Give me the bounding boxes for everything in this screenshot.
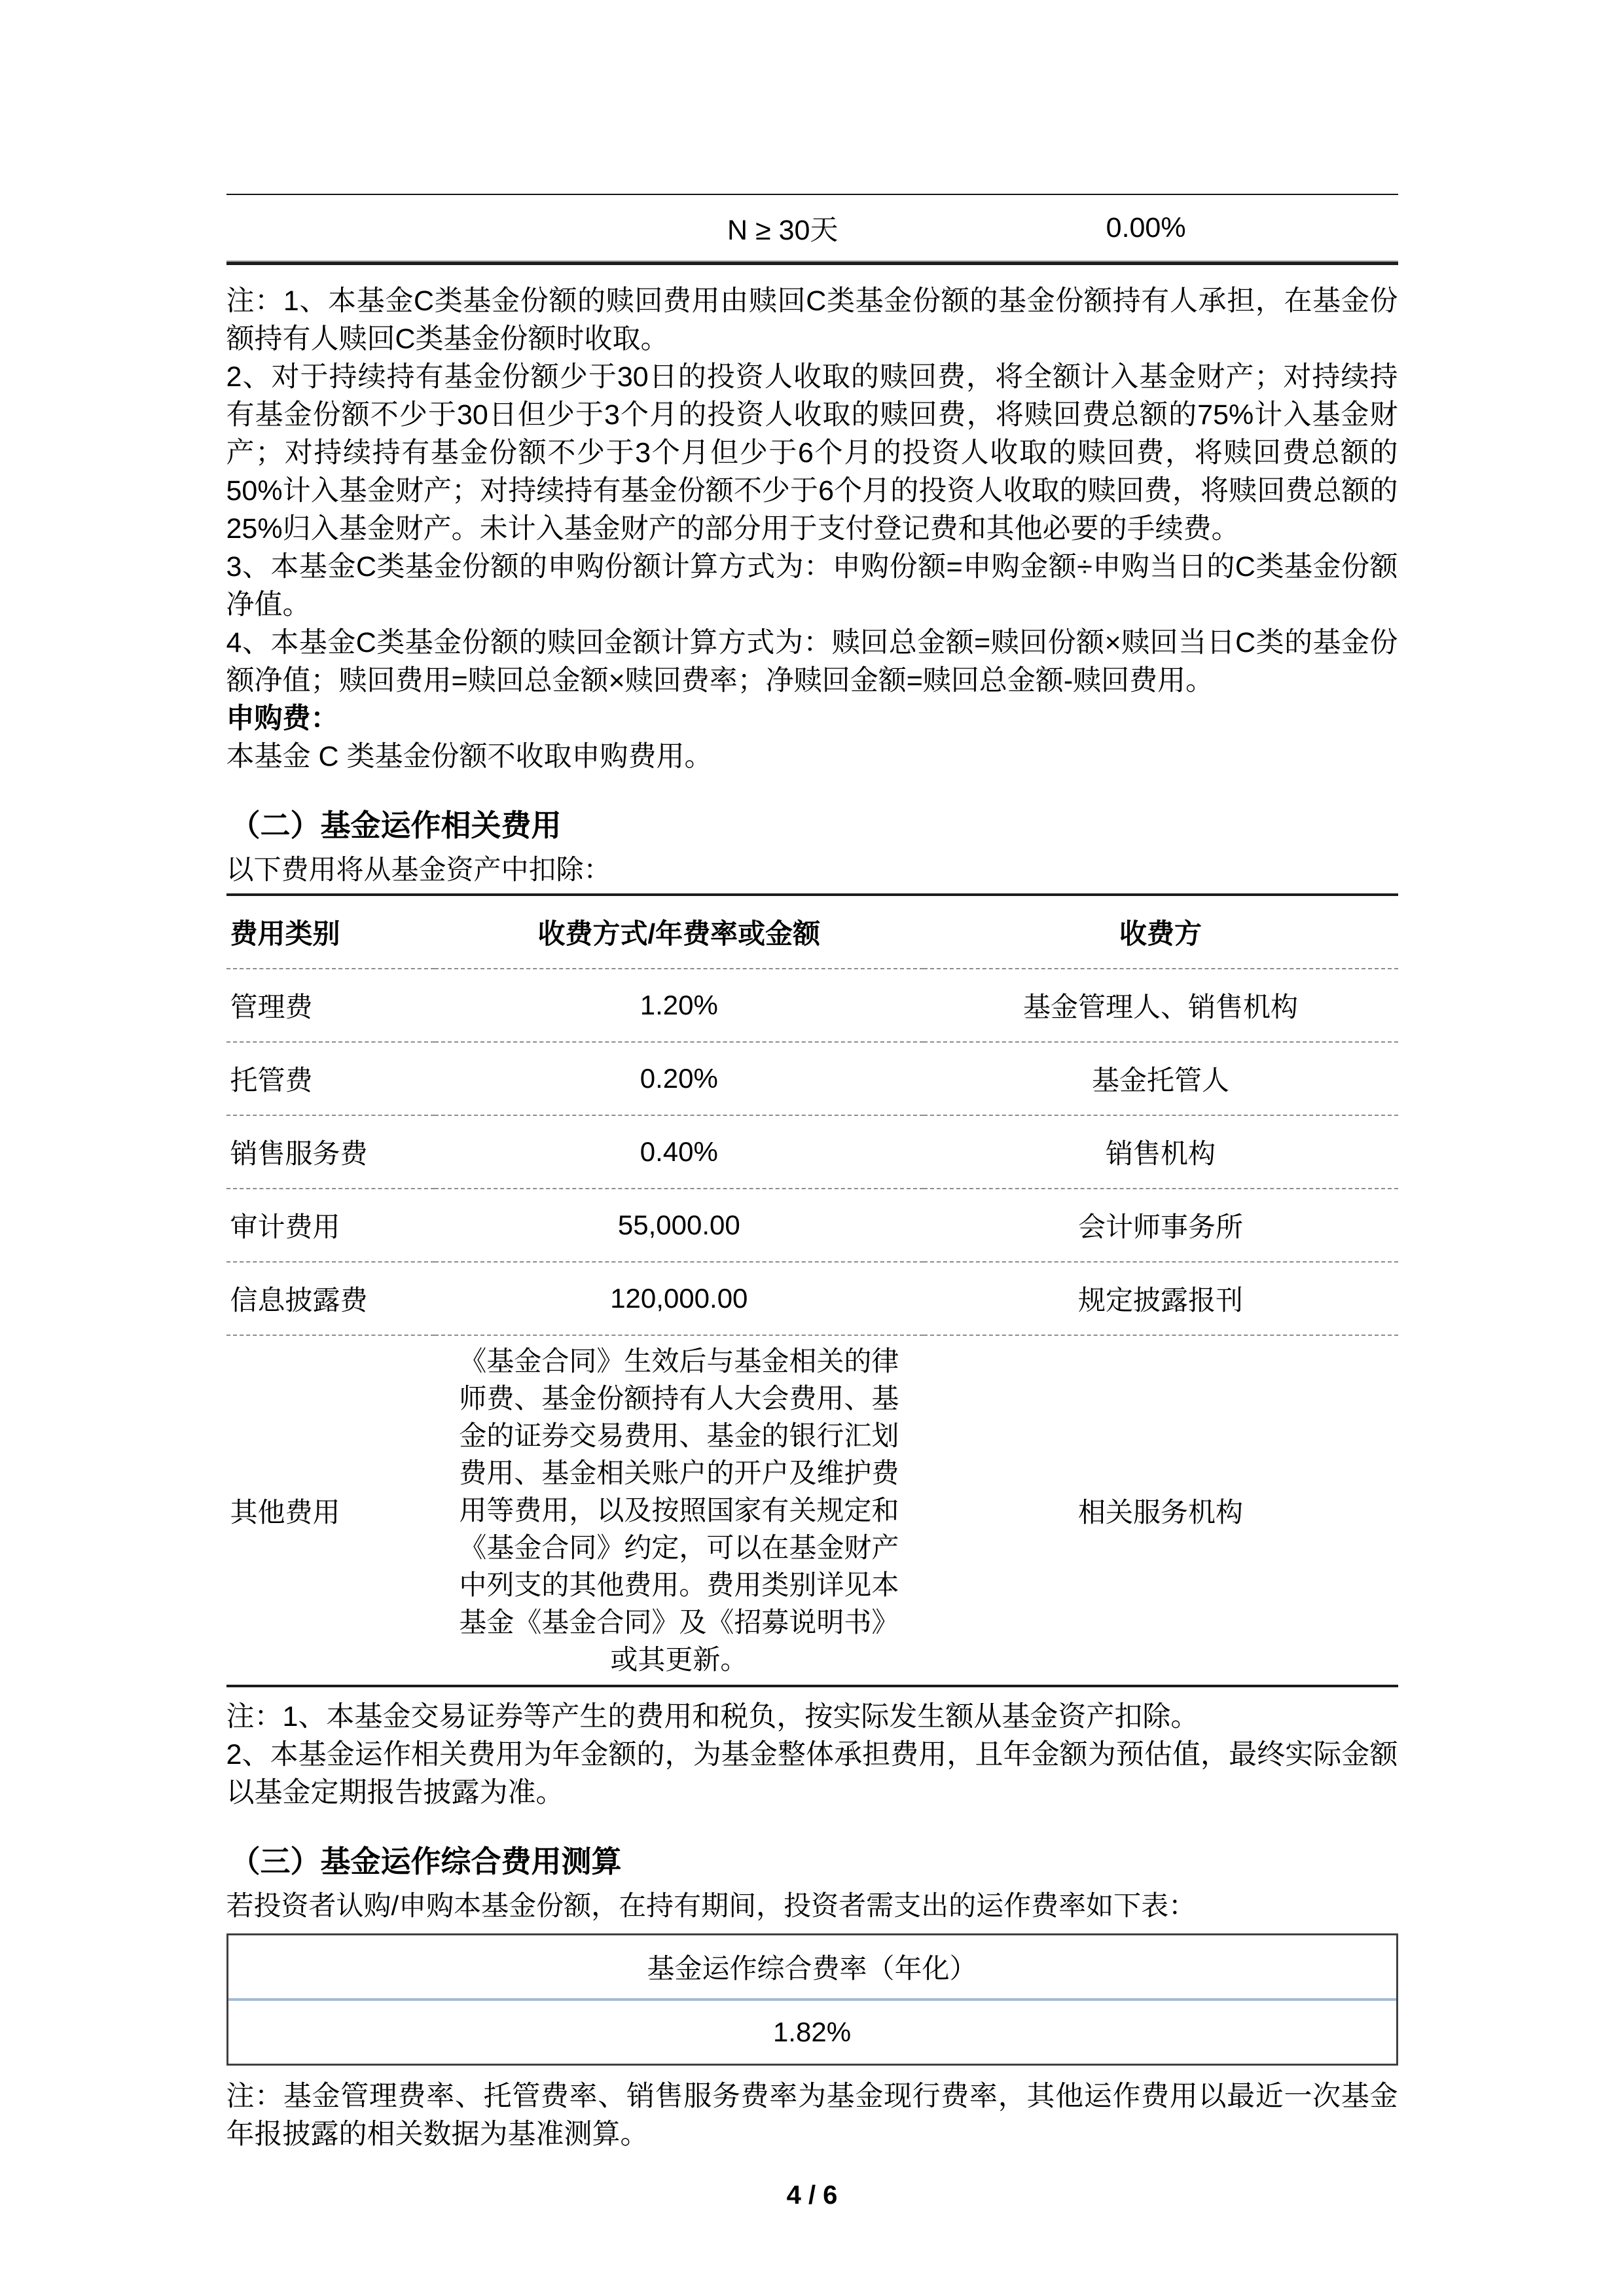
fee-category: 信息披露费	[230, 1285, 368, 1316]
header-fee-payee: 收费方	[1119, 918, 1202, 949]
fee-payee: 销售机构	[1106, 1138, 1216, 1169]
fee-category: 托管费	[230, 1065, 313, 1096]
table-row	[226, 1262, 1398, 1335]
fee-payee: 基金托管人	[1092, 1065, 1230, 1096]
holding-period-cell: N ≥ 30天	[727, 214, 839, 246]
fee-rate: 1.20%	[640, 990, 718, 1020]
fee-rate: 0.20%	[640, 1063, 718, 1094]
subscription-fee-text: 本基金 C 类基金份额不收取申购费用。	[226, 741, 713, 772]
comprehensive-fee-note: 注：基金管理费率、托管费率、销售服务费率为基金现行费率，其他运作费用以最近一次基金年报披露的相关数据为基准测算。	[226, 2081, 1398, 2150]
redemption-rate-cell: 0.00%	[1106, 211, 1186, 243]
header-fee-rate: 收费方式/年费率或金额	[537, 918, 821, 949]
fee-payee: 会计师事务所	[1078, 1211, 1244, 1242]
section3-title: （三）基金运作综合费用测算	[230, 1844, 622, 1878]
note-paragraph: 注：1、本基金交易证券等产生的费用和税负，按实际发生额从基金资产扣除。	[226, 1701, 1199, 1732]
table-row-other-fees	[226, 1335, 1398, 1686]
fee-table-header-row	[226, 895, 1398, 969]
table-row	[226, 1115, 1398, 1189]
fee-category: 管理费	[230, 992, 313, 1022]
page-number: 4 / 6	[786, 2181, 838, 2210]
note-paragraph: 4、本基金C类基金份额的赎回金额计算方式为：赎回总金额=赎回份额×赎回当日C类的基金份额净值；赎回费用=赎回总金额×赎回费率；净赎回金额=赎回总金额-赎回费用。	[226, 627, 1398, 696]
header-fee-category: 费用类别	[230, 918, 340, 949]
fee-table-notes	[226, 1698, 1398, 1812]
fee-payee: 基金管理人、销售机构	[1023, 992, 1299, 1022]
note-paragraph: 注：1、本基金C类基金份额的赎回费用由赎回C类基金份额的基金份额持有人承担，在基金份额持有人赎回C类基金份额时收取。	[226, 285, 1398, 355]
note-paragraph: 2、本基金运作相关费用为年金额的，为基金整体承担费用，且年金额为预估值，最终实际金额以基金定期报告披露为准。	[226, 1739, 1398, 1808]
redemption-fee-table-last-row	[226, 194, 1398, 260]
table-row	[226, 1189, 1398, 1262]
fee-category: 销售服务费	[230, 1138, 368, 1169]
table-end-rule	[226, 260, 1398, 265]
fee-rate: 120,000.00	[610, 1283, 748, 1314]
fee-rate: 55,000.00	[617, 1210, 740, 1240]
fee-category: 其他费用	[230, 1496, 340, 1528]
section3-intro: 若投资者认购/申购本基金份额，在持有期间，投资者需支出的运作费率如下表：	[226, 1890, 1197, 1921]
fee-payee: 规定披露报刊	[1078, 1285, 1244, 1316]
redemption-notes-block	[226, 282, 1398, 776]
note-paragraph: 3、本基金C类基金份额的申购份额计算方式为：申购份额=申购金额÷申购当日的C类基金份额净值。	[226, 551, 1398, 620]
section2-intro: 以下费用将从基金资产中扣除：	[226, 854, 611, 885]
comprehensive-fee-header: 基金运作综合费率（年化）	[228, 1935, 1396, 2001]
operating-fee-table	[226, 893, 1398, 1687]
fee-rate-description: 《基金合同》生效后与基金相关的律师费、基金份额持有人大会费用、基金的证券交易费用、基金的银行汇划费用、基金相关账户的开户及维护费用等费用，以及按照国家有关规定和《基金合同》约定，可以在基金财产中列支的其他费用。费用类别详见本基金《基金合同》及《招募说明书》或其更新。	[459, 1346, 899, 1675]
subscription-fee-label: 申购费：	[226, 703, 339, 734]
fee-category: 审计费用	[230, 1211, 340, 1242]
table-row	[226, 969, 1398, 1042]
page-content	[226, 0, 1398, 2210]
fee-payee: 相关服务机构	[1078, 1496, 1244, 1528]
fee-rate: 0.40%	[640, 1136, 718, 1167]
table-row	[226, 1042, 1398, 1115]
comprehensive-fee-table	[226, 1933, 1398, 2066]
comprehensive-fee-value: 1.82%	[772, 2017, 852, 2047]
note-paragraph: 2、对于持续持有基金份额少于30日的投资人收取的赎回费，将全额计入基金财产；对持续持有基金份额不少于30日但少于3个月的投资人收取的赎回费，将赎回费总额的75%计入基金财产；对持续持有基金份额不少于3个月但少于6个月的投资人收取的赎回费，将赎回费总额的50%计入基金财产；对持续持有基金份额不少于6个月的投资人收取的赎回费，将赎回费总额的25%归入基金财产。未计入基金财产的部分用于支付登记费和其他必要的手续费。	[226, 361, 1398, 545]
section2-title: （二）基金运作相关费用	[230, 808, 562, 842]
